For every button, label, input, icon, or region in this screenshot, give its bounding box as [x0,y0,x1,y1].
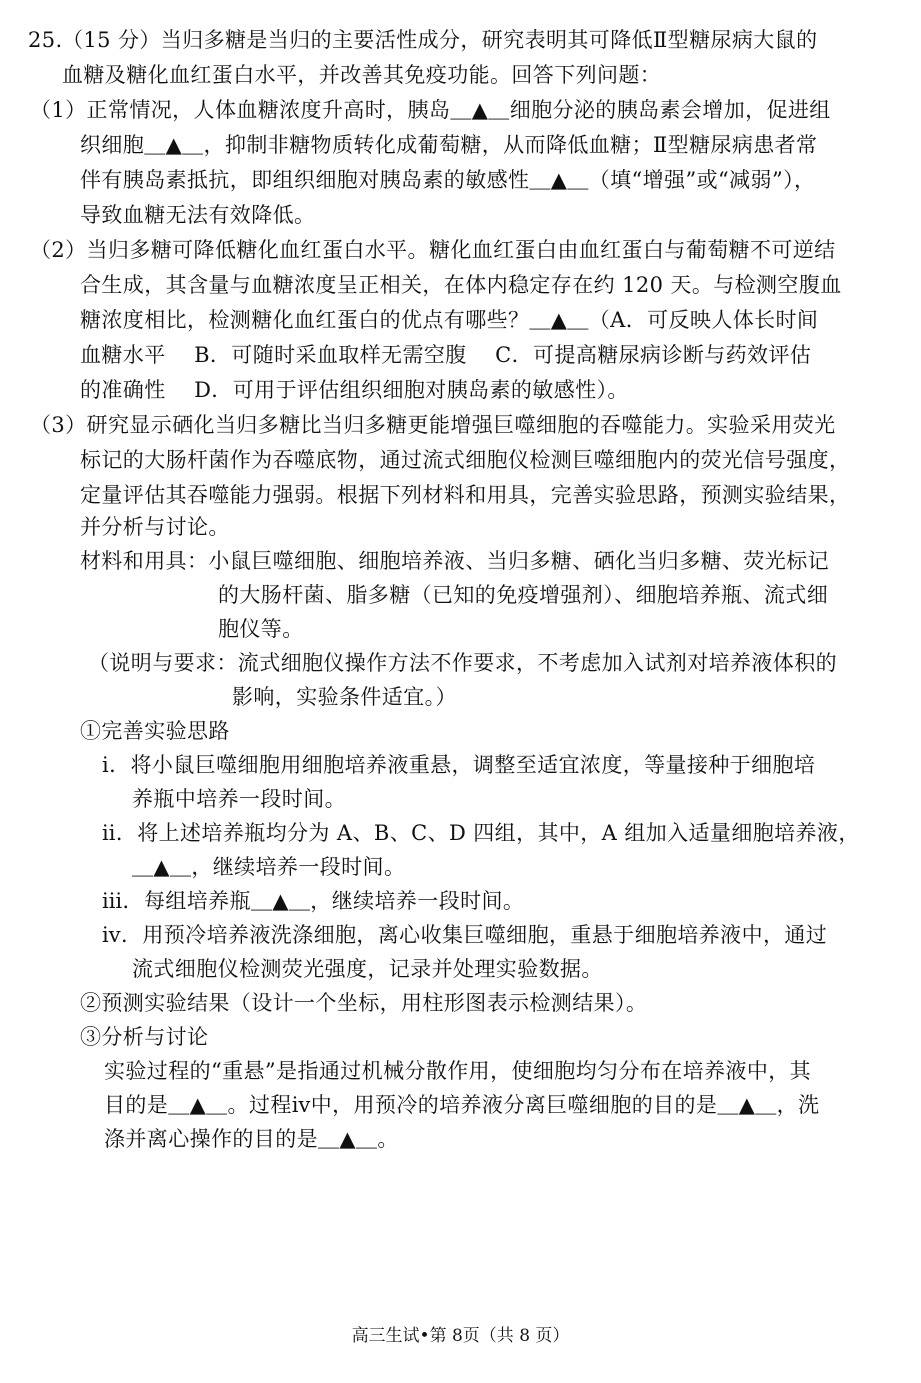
text-line: 胞仪等。 [218,617,304,641]
text-line: 的准确性 D．可用于评估组织细胞对胰岛素的敏感性）。 [80,378,629,402]
question-number: 25. [28,28,63,52]
text-line: ③分析与讨论 [80,1025,209,1049]
text-line: 伴有胰岛素抵抗，即组织细胞对胰岛素的敏感性＿▲＿（填“增强”或“减弱”）， [80,168,816,192]
text-line: 标记的大肠杆菌作为吞噬底物，通过流式细胞仪检测巨噬细胞内的荧光信号强度， [80,448,851,472]
text-line: （15 分）当归多糖是当归的主要活性成分，研究表明其可降低Ⅱ型糖尿病大鼠的 [62,28,818,52]
text-line: 的大肠杆菌、脂多糖（已知的免疫增强剂）、细胞培养瓶、流式细 [218,583,829,607]
text-line: 养瓶中培养一段时间。 [132,787,346,811]
text-line: 合生成，其含量与血糖浓度呈正相关，在体内稳定存在约 120 天。与检测空腹血 [80,273,842,297]
text-line: 流式细胞仪检测荧光强度，记录并处理实验数据。 [132,957,603,981]
text-line: （1）正常情况，人体血糖浓度升高时，胰岛＿▲＿细胞分泌的胰岛素会增加，促进组 [30,98,831,122]
text-line: 血糖水平 B．可随时采血取样无需空腹 C．可提高糖尿病诊断与药效评估 [80,343,812,367]
text-line: ②预测实验结果（设计一个坐标，用柱形图表示检测结果）。 [80,991,648,1015]
text-line: ⅱ．将上述培养瓶均分为 A、B、C、D 四组，其中，A 组加入适量细胞培养液， [102,821,860,845]
page-footer: 高三生试•第 8页（共 8 页） [351,1326,570,1346]
text-line: 糖浓度相比，检测糖化血红蛋白的优点有哪些？＿▲＿（A．可反映人体长时间 [80,308,819,332]
text-line: 导致血糖无法有效降低。 [80,203,316,227]
text-line: （说明与要求：流式细胞仪操作方法不作要求，不考虑加入试剂对培养液体积的 [88,651,837,675]
text-line: 血糖及糖化血红蛋白水平，并改善其免疫功能。回答下列问题： [62,63,662,87]
text-line: 实验过程的“重悬”是指通过机械分散作用，使细胞均匀分布在培养液中，其 [104,1059,812,1083]
text-line: 织细胞＿▲＿，抑制非糖物质转化成葡萄糖，从而降低血糖；Ⅱ型糖尿病患者常 [80,133,818,157]
text-line: 目的是＿▲＿。过程ⅳ中，用预冷的培养液分离巨噬细胞的目的是＿▲＿，洗 [104,1093,820,1117]
text-line: ⅲ．每组培养瓶＿▲＿，继续培养一段时间。 [102,889,525,913]
text-line: ⅳ．用预冷培养液洗涤细胞，离心收集巨噬细胞，重悬于细胞培养液中，通过 [102,923,828,947]
text-line: 材料和用具：小鼠巨噬细胞、细胞培养液、当归多糖、硒化当归多糖、荧光标记 [80,549,829,573]
text-line: ⅰ．将小鼠巨噬细胞用细胞培养液重悬，调整至适宜浓度，等量接种于细胞培 [102,753,816,777]
text-line: ＿▲＿，继续培养一段时间。 [132,855,406,879]
text-line: （3）研究显示硒化当归多糖比当归多糖更能增强巨噬细胞的吞噬能力。实验采用荧光 [30,413,836,437]
text-line: 并分析与讨论。 [80,515,230,539]
text-line: 定量评估其吞噬能力强弱。根据下列材料和用具，完善实验思路，预测实验结果， [80,483,851,507]
text-line: 影响，实验条件适宜。） [232,685,457,709]
text-line: （2）当归多糖可降低糖化血红蛋白水平。糖化血红蛋白由血红蛋白与葡萄糖不可逆结 [30,238,836,262]
text-line: 涤并离心操作的目的是＿▲＿。 [104,1127,399,1151]
text-line: ①完善实验思路 [80,719,230,743]
